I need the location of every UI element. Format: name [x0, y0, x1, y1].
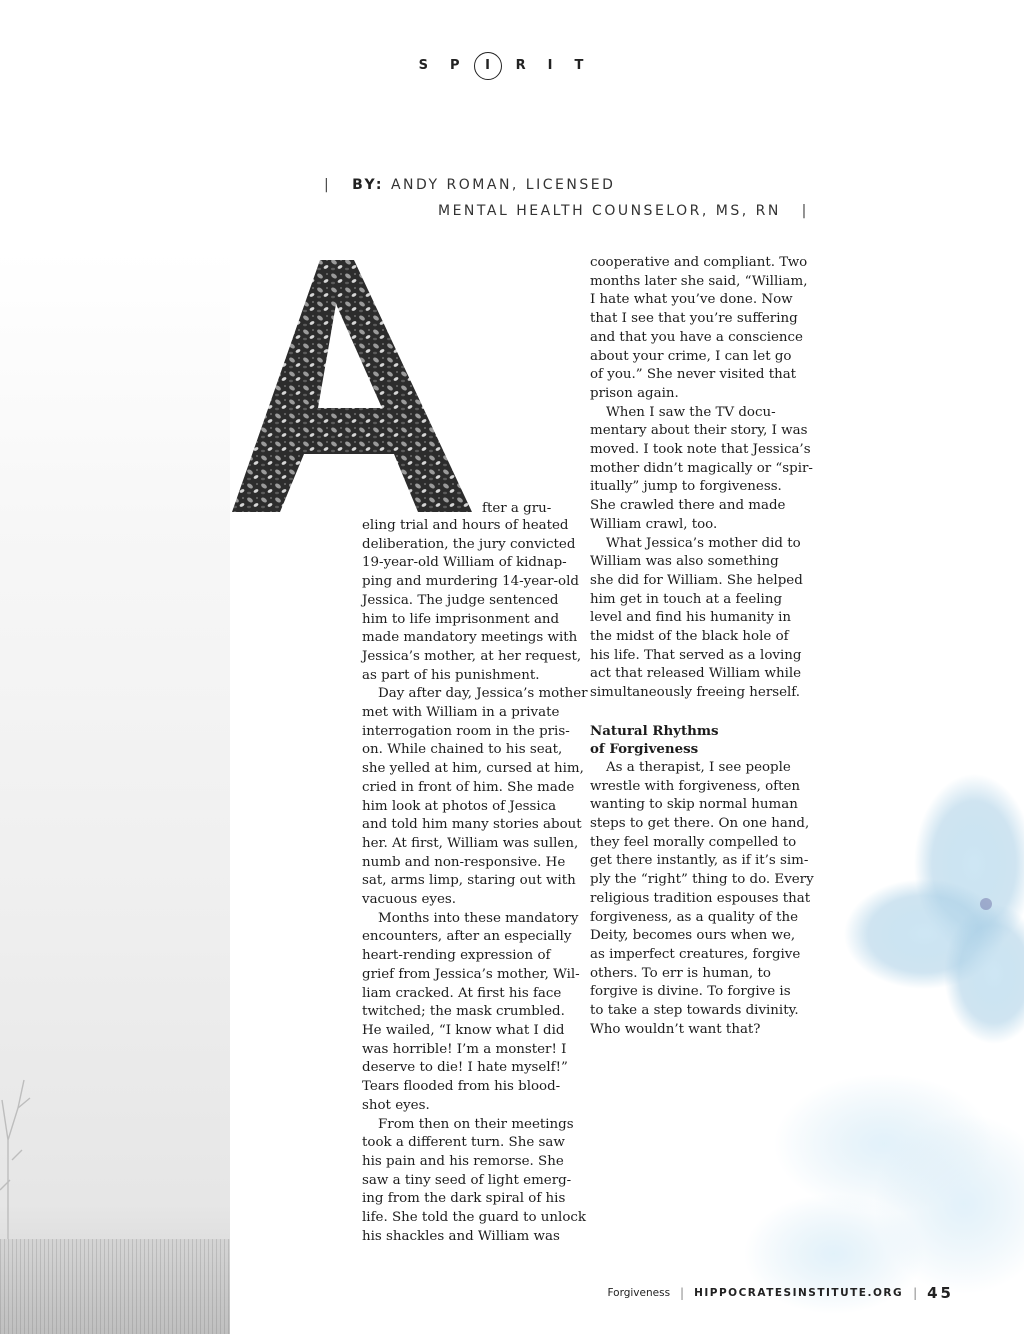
text-line: William crawl, too.	[590, 516, 718, 532]
text-line: simultaneously freeing herself.	[590, 685, 801, 701]
text-line: ping and murdering 14-year-old	[362, 574, 579, 590]
text-line: steps to get there. On one hand,	[590, 816, 810, 832]
page-footer	[608, 1284, 955, 1302]
paragraph	[362, 910, 580, 1116]
paragraph	[590, 535, 805, 703]
footer-website[interactable]: HIPPOCRATESINSTITUTE.ORG	[694, 1287, 904, 1299]
article-column-2	[590, 254, 814, 1040]
text-line: shot eyes.	[362, 1097, 430, 1113]
text-line: met with William in a private	[362, 705, 560, 721]
text-line: on. While chained to his seat,	[362, 742, 563, 758]
text-line: sat, arms limp, staring out with	[362, 873, 576, 889]
text-line: him to life imprisonment and	[362, 611, 560, 627]
text-line: others. To err is human, to	[590, 965, 771, 981]
section-letter: T	[574, 58, 606, 73]
byline-label: BY:	[352, 177, 385, 193]
article-column-1	[362, 517, 588, 1246]
text-line: cried in front of him. She made	[362, 779, 575, 795]
text-line: took a different turn. She saw	[362, 1135, 565, 1151]
text-line: Day after day, Jessica’s mother	[378, 686, 588, 702]
text-line: I hate what you’ve done. Now	[590, 292, 793, 308]
paragraph	[362, 685, 588, 909]
byline-bar: |	[324, 177, 332, 193]
text-line: she yelled at him, cursed at him,	[362, 761, 584, 777]
section-letter: S	[418, 58, 451, 73]
text-line: Jessica’s mother, at her request,	[362, 648, 582, 664]
text-line: and that you have a conscience	[590, 329, 803, 345]
text-line: itually” jump to forgiveness.	[590, 479, 782, 495]
text-line: and told him many stories about	[362, 817, 582, 833]
text-line: wanting to skip normal human	[590, 797, 798, 813]
byline-bar: |	[801, 203, 809, 219]
paragraph	[362, 517, 582, 685]
section-letter: I	[547, 58, 575, 73]
text-line: of you.” She never visited that	[590, 367, 797, 383]
text-line: level and find his humanity in	[590, 610, 792, 626]
text-line: his life. That served as a loving	[590, 647, 802, 663]
paragraph	[362, 1116, 586, 1247]
text-line: numb and non-responsive. He	[362, 854, 566, 870]
text-line: to take a step towards divinity.	[590, 1003, 799, 1019]
text-line: vacuous eyes.	[362, 892, 457, 908]
text-line: Who wouldn’t want that?	[590, 1021, 761, 1037]
author-name: ANDY ROMAN, LICENSED	[390, 177, 616, 193]
text-line: As a therapist, I see people	[606, 759, 791, 775]
text-line: ply the “right” thing to do. Every	[590, 872, 814, 888]
footer-separator: |	[913, 1286, 918, 1300]
text-line: as imperfect creatures, forgive	[590, 947, 801, 962]
footer-separator: |	[680, 1286, 685, 1300]
section-letter-circled: I	[474, 52, 502, 80]
text-line: Deity, becomes ours when we,	[590, 928, 796, 944]
text-line: 19-year-old William of kidnap-	[362, 555, 567, 571]
text-line: she did for William. She helped	[590, 572, 803, 588]
text-line: When I saw the TV docu-	[606, 404, 776, 420]
section-label-spirit	[0, 52, 1024, 80]
text-line: as part of his punishment.	[362, 667, 540, 683]
section-subheading	[590, 722, 805, 759]
text-line: religious tradition espouses that	[590, 890, 811, 906]
text-line: was horrible! I’m a monster! I	[362, 1041, 567, 1057]
subheading-line: Natural Rhythms	[590, 722, 719, 739]
text-line: made mandatory meetings with	[362, 630, 578, 646]
text-line: act that released William while	[590, 666, 802, 682]
field-grass	[0, 1239, 230, 1334]
text-line: twitched; the mask crumbled.	[362, 1004, 565, 1020]
background-photo-trees	[0, 250, 230, 1334]
paragraph	[590, 759, 814, 1040]
dropcap-letter-a	[232, 258, 484, 512]
text-line: cooperative and compliant. Two	[590, 255, 808, 270]
subheading-line: of Forgiveness	[590, 741, 699, 758]
text-line: Tears flooded from his blood-	[362, 1079, 561, 1095]
text-line: him look at photos of Jessica	[362, 798, 557, 814]
text-line: prison again.	[590, 385, 679, 401]
text-line: grief from Jessica’s mother, Wil-	[362, 966, 580, 982]
section-letter: P	[450, 58, 482, 73]
text-line: heart-rending expression of	[362, 948, 551, 964]
text-line: deserve to die! I hate myself!”	[362, 1060, 568, 1076]
text-line: interrogation room in the pris-	[362, 723, 570, 739]
text-line: his pain and his remorse. She	[362, 1153, 564, 1169]
text-line: moved. I took note that Jessica’s	[590, 442, 811, 458]
section-letter: R	[515, 58, 548, 73]
text-line: mentary about their story, I was	[590, 423, 808, 439]
text-line: Months into these mandatory	[378, 910, 579, 926]
text-line: the midst of the black hole of	[590, 629, 789, 645]
text-line: He wailed, “I know what I did	[362, 1022, 565, 1038]
text-line: that I see that you’re suffering	[590, 311, 798, 327]
text-line: Jessica. The judge sentenced	[362, 592, 559, 608]
text-line: about your crime, I can let go	[590, 348, 792, 364]
text-line: forgive is divine. To forgive is	[590, 984, 791, 1000]
text-line: mother didn’t magically or “spir-	[590, 460, 813, 476]
text-line: What Jessica’s mother did to	[606, 535, 801, 551]
page-number: 45	[927, 1284, 954, 1302]
article-first-line: fter a gru-	[482, 501, 552, 516]
text-line: his shackles and William was	[362, 1228, 560, 1244]
byline-line-1	[324, 177, 615, 193]
text-line: ing from the dark spiral of his	[362, 1191, 566, 1207]
text-line: deliberation, the jury convicted	[362, 536, 576, 552]
text-line: him get in touch at a feeling	[590, 591, 783, 607]
text-line: months later she said, “William,	[590, 273, 808, 289]
text-line: forgiveness, as a quality of the	[590, 909, 799, 925]
text-line: encounters, after an especially	[362, 929, 572, 945]
text-line: wrestle with forgiveness, often	[590, 778, 801, 794]
author-credentials: MENTAL HEALTH COUNSELOR, MS, RN	[438, 203, 781, 219]
text-line: saw a tiny seed of light emerg-	[362, 1172, 572, 1188]
text-line: She crawled there and made	[590, 498, 786, 514]
text-line: eling trial and hours of heated	[362, 518, 569, 533]
text-line: life. She told the guard to unlock	[362, 1210, 586, 1226]
text-line: William was also something	[590, 554, 779, 570]
byline-line-2	[438, 203, 809, 219]
bare-tree-icon	[0, 990, 230, 1250]
footer-topic: Forgiveness	[607, 1287, 671, 1299]
paragraph	[590, 404, 813, 535]
text-line: get there instantly, as if it’s sim-	[590, 853, 809, 869]
text-line: they feel morally compelled to	[590, 834, 797, 850]
text-line: liam cracked. At first his face	[362, 985, 562, 1001]
paragraph	[590, 254, 808, 404]
text-line: From then on their meetings	[378, 1116, 574, 1132]
text-line: her. At first, William was sullen,	[362, 835, 579, 851]
